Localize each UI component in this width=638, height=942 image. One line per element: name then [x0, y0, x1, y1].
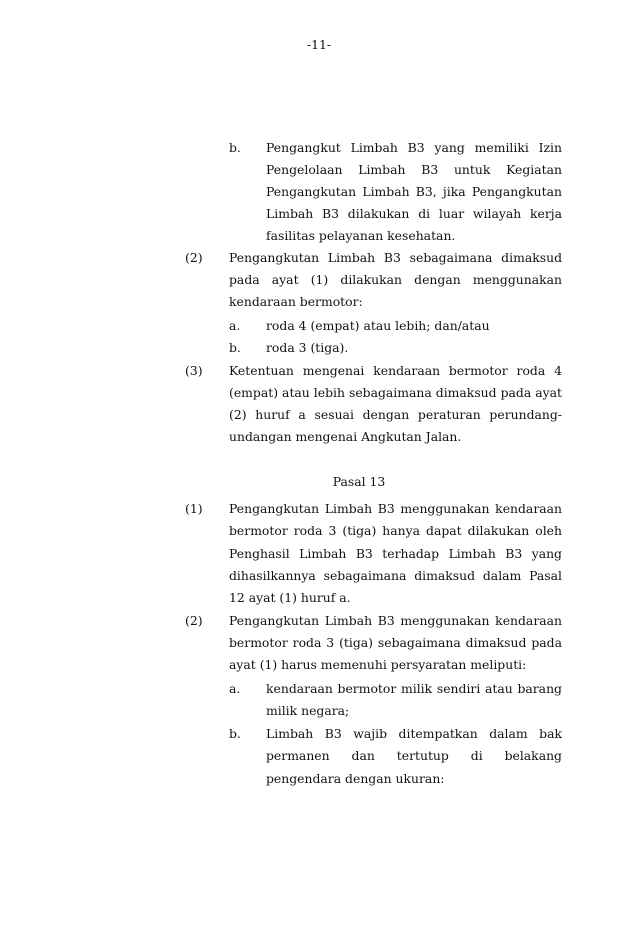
text-line: fasilitas pelayanan kesehatan. [266, 228, 456, 243]
text-line: Penghasil Limbah B3 terhadap Limbah B3 yang [229, 546, 562, 561]
text-line: Pengelolaan Limbah B3 untuk Kegiatan [266, 162, 562, 177]
text-line: Limbah B3 wajib ditempatkan dalam bak [266, 726, 562, 741]
text-line: ayat (1) harus memenuhi persyaratan meliputi: [229, 657, 527, 672]
text-line: pada ayat (1) dilakukan dengan menggunakan [229, 272, 562, 287]
text-line: Pengangkut Limbah B3 yang memiliki Izin [266, 140, 562, 155]
text-line: 12 ayat (1) huruf a. [229, 590, 351, 605]
text-line: bermotor roda 3 (tiga) sebagaimana dimaksud pada [229, 635, 562, 650]
list-item-text: roda 3 (tiga). [266, 340, 349, 355]
text-line: undangan mengenai Angkutan Jalan. [229, 429, 462, 444]
text-line: pengendara dengan ukuran: [266, 771, 445, 786]
item-letter: a. [229, 681, 241, 696]
ayat-number: (3) [185, 363, 203, 378]
text-line: permanen dan tertutup di belakang [266, 748, 562, 763]
text-line: Pengangkutan Limbah B3 menggunakan kendaraan [229, 613, 562, 628]
item-letter: b. [229, 140, 241, 155]
text-line: Pengangkutan Limbah B3, jika Pengangkutan [266, 184, 562, 199]
list-item-text: roda 4 (empat) atau lebih; dan/atau [266, 318, 490, 333]
item-letter: b. [229, 340, 241, 355]
text-line: bermotor roda 3 (tiga) hanya dapat dilakukan oleh [229, 523, 562, 538]
text-line: (empat) atau lebih sebagaimana dimaksud pada ayat [229, 385, 562, 400]
item-letter: b. [229, 726, 241, 741]
section-heading: Pasal 13 [332, 474, 386, 489]
text-line: Ketentuan mengenai kendaraan bermotor roda 4 [229, 363, 562, 378]
text-line: Pengangkutan Limbah B3 menggunakan kendaraan [229, 501, 562, 516]
text-line: kendaraan bermotor milik sendiri atau barang [266, 681, 562, 696]
text-line: dihasilkannya sebagaimana dimaksud dalam Pasal [229, 568, 562, 583]
text-line: milik negara; [266, 703, 350, 718]
item-letter: a. [229, 318, 241, 333]
ayat-number: (2) [185, 613, 203, 628]
text-line: kendaraan bermotor: [229, 294, 363, 309]
text-line: (2) huruf a sesuai dengan peraturan perundang- [229, 407, 562, 422]
text-line: Pengangkutan Limbah B3 sebagaimana dimaksud [229, 250, 562, 265]
text-line: Limbah B3 dilakukan di luar wilayah kerja [266, 206, 562, 221]
ayat-number: (2) [185, 250, 203, 265]
ayat-number: (1) [185, 501, 203, 516]
page-number: -11- [306, 37, 332, 52]
